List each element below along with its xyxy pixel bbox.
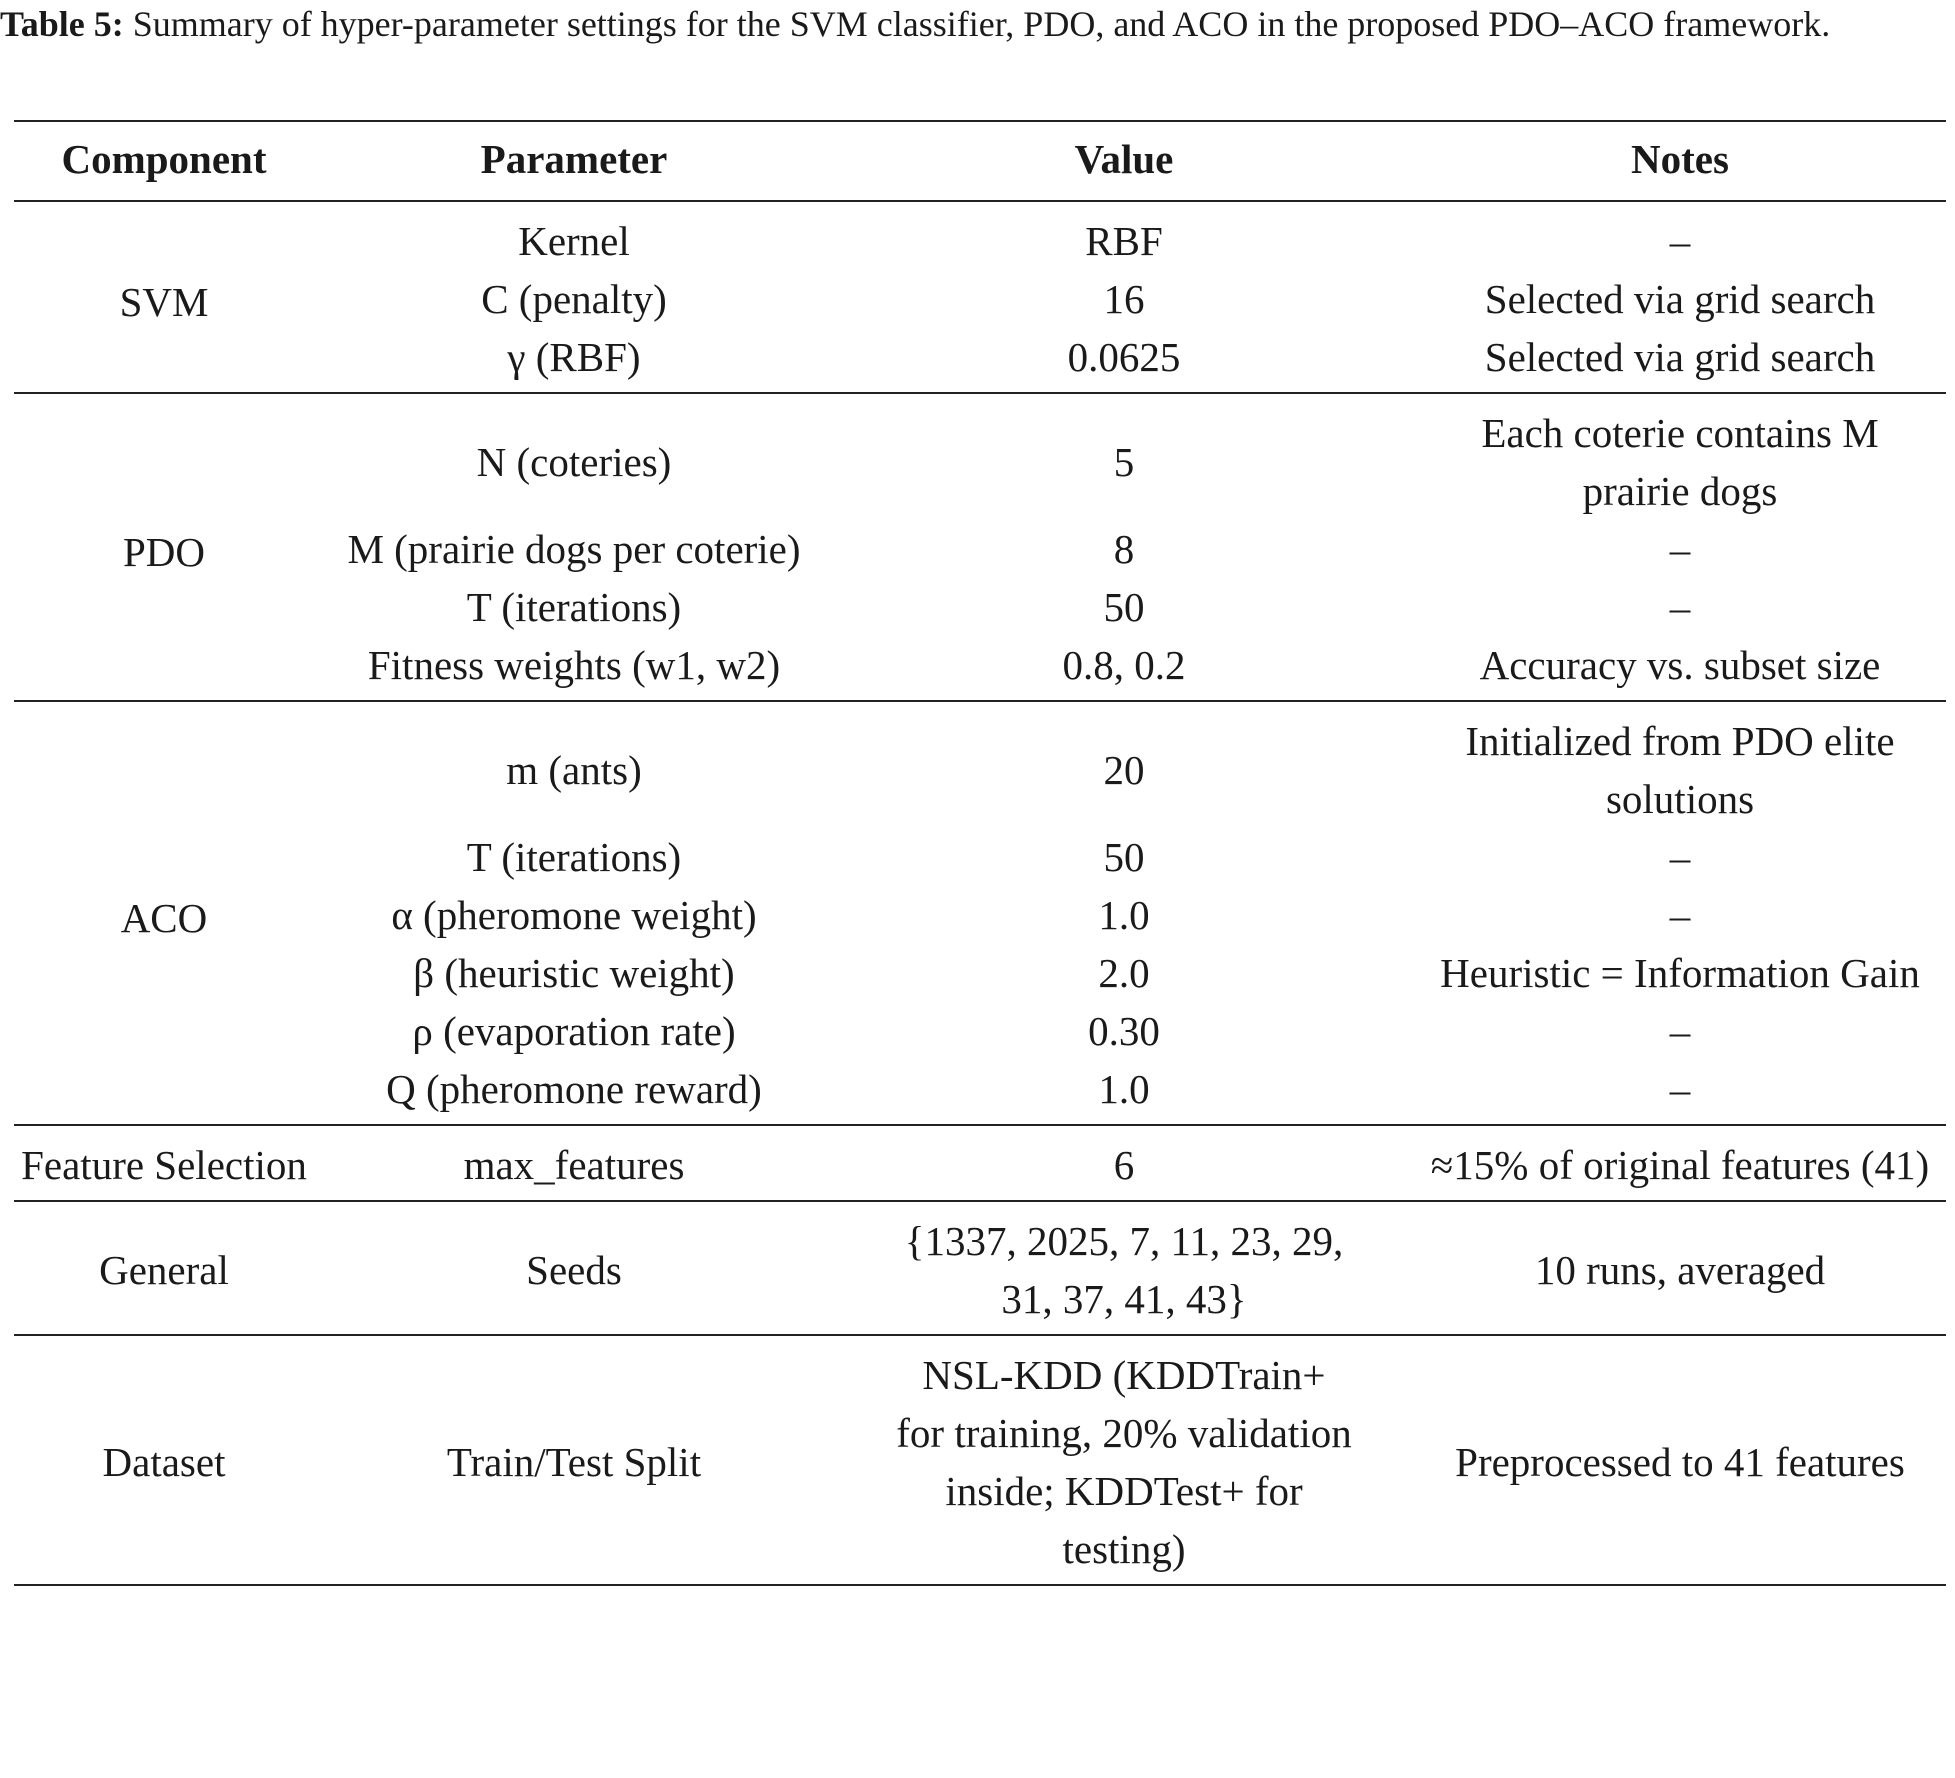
value-cell: 1.0 [1098,1066,1150,1112]
parameter-cell: α (pheromone weight) [391,892,757,938]
notes-cell: Selected via grid search [1484,276,1876,322]
value-cell: 6 [1113,1142,1135,1188]
value-cell: {1337, 2025, 7, 11, 23, 29, 31, 37, 41, 43} [904,1218,1344,1322]
value-cell: 8 [1113,526,1135,572]
group-aco [14,701,1946,1125]
header-row [14,121,1946,201]
component-cell: General [99,1247,229,1293]
parameter-cell: γ (RBF) [507,334,641,380]
group-dataset [14,1335,1946,1585]
value-cell: NSL-KDD (KDDTrain+ for training, 20% validation inside; KDDTest+ for testing) [896,1352,1352,1572]
parameter-cell: Seeds [526,1247,622,1293]
notes-cell: Accuracy vs. subset size [1479,642,1881,688]
parameter-cell: max_features [463,1142,685,1188]
notes-cell: Heuristic = Information Gain [1440,950,1920,996]
hyperparameter-table [14,120,1946,1586]
value-cell: 50 [1103,584,1145,630]
component-cell: Dataset [102,1439,226,1485]
notes-cell: – [1669,218,1691,264]
parameter-cell: m (ants) [506,747,642,793]
table-caption [0,0,1950,48]
parameter-cell: Fitness weights (w1, w2) [367,642,781,688]
value-cell: 0.8, 0.2 [1062,642,1186,688]
parameter-cell: T (iterations) [466,584,682,630]
notes-cell: – [1669,584,1691,630]
parameter-cell: Kernel [518,218,630,264]
parameter-cell: Q (pheromone reward) [386,1066,762,1112]
notes-cell: – [1669,526,1691,572]
notes-cell: ≈15% of original features (41) [1430,1142,1930,1188]
group-pdo [14,393,1946,701]
table-row [14,393,1946,520]
value-cell: 0.30 [1088,1008,1160,1054]
value-cell: 20 [1103,747,1145,793]
notes-cell: Each coterie contains M prairie dogs [1481,410,1879,514]
table-row [14,701,1946,828]
header-component: Component [61,136,267,182]
notes-cell: Selected via grid search [1484,334,1876,380]
group-general [14,1201,1946,1335]
table-row [14,201,1946,270]
parameter-cell: Train/Test Split [446,1439,702,1485]
table-row [14,1335,1946,1585]
caption-text: Summary of hyper-parameter settings for the SVM classifier, PDO, and ACO in the proposed PDO–ACO framework. [132,4,1831,44]
value-cell: 5 [1113,439,1135,485]
notes-cell: Initialized from PDO elite solutions [1465,718,1895,822]
parameter-cell: N (coteries) [476,439,672,485]
component-cell: Feature Selection [21,1142,307,1188]
parameter-cell: β (heuristic weight) [413,950,735,996]
value-cell: 2.0 [1098,950,1150,996]
value-cell: 0.0625 [1067,334,1181,380]
component-cell: PDO [122,529,206,575]
caption-label: Table 5: [0,4,124,44]
notes-cell: – [1669,1008,1691,1054]
value-cell: 16 [1103,276,1145,322]
header-notes: Notes [1631,136,1729,182]
notes-cell: – [1669,1066,1691,1112]
header-value: Value [1074,136,1174,182]
parameter-cell: T (iterations) [466,834,682,880]
notes-cell: Preprocessed to 41 features [1455,1439,1905,1485]
table-row [14,1201,1946,1335]
notes-cell: 10 runs, averaged [1534,1247,1826,1293]
notes-cell: – [1669,834,1691,880]
table-row [14,1125,1946,1201]
group-feature-selection [14,1125,1946,1201]
parameter-cell: M (prairie dogs per coterie) [347,526,801,572]
parameter-cell: C (penalty) [481,276,667,322]
value-cell: RBF [1085,218,1163,264]
component-cell: ACO [120,895,208,941]
parameter-cell: ρ (evaporation rate) [412,1008,736,1054]
header-parameter: Parameter [480,136,668,182]
value-cell: 50 [1103,834,1145,880]
group-svm [14,201,1946,393]
notes-cell: – [1669,892,1691,938]
value-cell: 1.0 [1098,892,1150,938]
component-cell: SVM [119,279,209,325]
